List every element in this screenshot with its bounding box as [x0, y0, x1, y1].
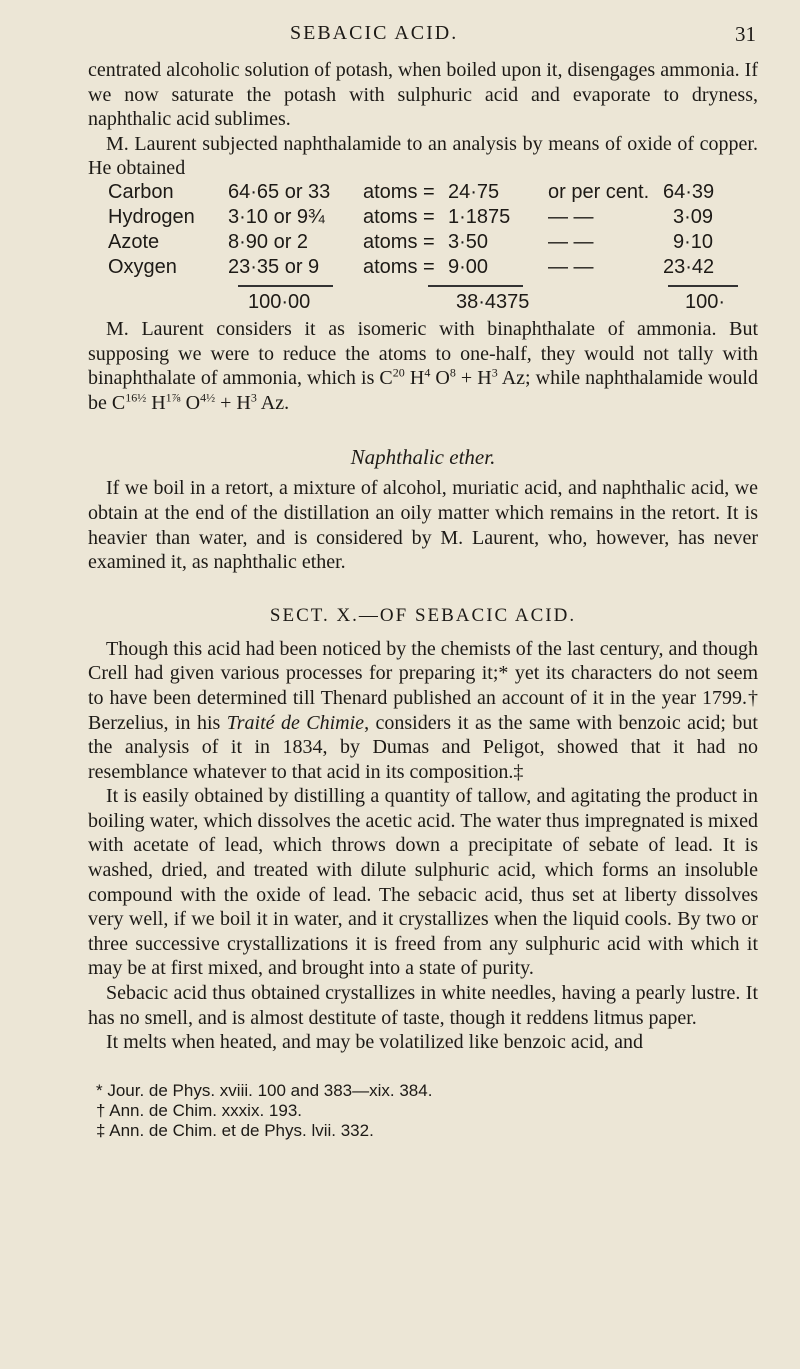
element-name: Carbon: [108, 180, 174, 203]
atoms-word: atoms =: [363, 205, 435, 228]
atoms-word: atoms =: [363, 255, 435, 278]
paragraph: It melts when heated, and may be volatilized like benzoic acid, and: [106, 1031, 644, 1054]
analysis-table: [88, 181, 758, 317]
atoms-value: 24·75: [448, 180, 500, 203]
per-cent-note: or per cent.: [548, 180, 650, 203]
page-number: 31: [735, 22, 756, 46]
total-percent: 100·: [685, 290, 726, 313]
sum-rule: [428, 285, 523, 287]
atoms-value: 1·1875: [448, 205, 511, 228]
atoms-value: 3·50: [448, 230, 489, 253]
atoms-value: 9·00: [448, 255, 489, 278]
element-name: Azote: [108, 230, 160, 253]
atoms-word: atoms =: [363, 230, 435, 253]
total-value: 100·00: [248, 290, 311, 313]
paragraph: centrated alcoholic solution of potash, when boiled upon it, disengages ammonia. If we now saturate the potash with sulphuric acid and evaporate to dryness, naphthalic acid sublimes.: [88, 59, 758, 131]
sum-rule: [668, 285, 738, 287]
section-heading: SECT. X.—OF SEBACIC ACID.: [269, 604, 577, 626]
analysis-row: [88, 231, 758, 256]
percent-value: 3·09: [673, 205, 714, 228]
element-value: 23·35 or 9: [228, 255, 320, 278]
paragraph: If we boil in a retort, a mixture of alcohol, muriatic acid, and naphthalic acid, we obtain at the end of the distillation an oily matter which remains in the retort. It is heavier than water, and is considered by M. Laurent, who, however, has never examined it, as naphthalic ether.: [88, 477, 758, 574]
percent-value: 9·10: [673, 230, 714, 253]
analysis-row: [88, 181, 758, 206]
total-atoms: 38·4375: [456, 290, 530, 313]
sum-rule: [238, 285, 333, 287]
percent-value: 23·42: [663, 255, 715, 278]
paragraph: M. Laurent considers it as isomeric with binaphthalate of ammonia. But supposing we were to reduce the atoms to one-half, they would not tally with binaphthalate of ammonia, which is $C^{20}$ $H^4$ $O^8 + H^3$ Az; while naphthalamide would be $C^{16\frac{1}{2}}$ $H^{1\frac{7}{8}}$ $O^{4\frac{1}{2}} + H^3$ Az.: [88, 317, 758, 414]
atoms-word: atoms =: [363, 180, 435, 203]
element-value: 64·65 or 33: [228, 180, 331, 203]
body-text: [88, 58, 758, 1141]
footnote: † Ann. de Chim. xxxix. 193.: [96, 1100, 302, 1120]
per-cent-note: — —: [548, 230, 594, 253]
element-value: 3·10 or 9¾: [228, 205, 325, 228]
analysis-row: [88, 256, 758, 281]
per-cent-note: — —: [548, 205, 594, 228]
footnote: * Jour. de Phys. xviii. 100 and 383—xix. 384.: [96, 1080, 433, 1100]
sum-rules: [88, 281, 758, 291]
analysis-row: [88, 206, 758, 231]
footnotes: [88, 1081, 758, 1141]
analysis-totals: [88, 291, 758, 317]
subheading: Naphthalic ether.: [350, 445, 496, 470]
element-name: Hydrogen: [108, 205, 195, 228]
per-cent-note: — —: [548, 255, 594, 278]
paragraph: Sebacic acid thus obtained crystallizes in white needles, having a pearly lustre. It has no smell, and is almost destitute of taste, though it reddens litmus paper.: [88, 982, 758, 1029]
element-name: Oxygen: [108, 255, 177, 278]
paragraph: Though this acid had been noticed by the chemists of the last century, and though Crell had given various processes for preparing it;* yet its characters do not seem to have been determined till Thenard published an account of it in the year 1799.† Berzelius, in his Traité de Chimie, considers it as the same with benzoic acid; but the analysis of it in 1834, by Dumas and Peligot, showed that it had no resemblance whatever to that acid in its composition.‡: [88, 637, 758, 783]
footnote: ‡ Ann. de Chim. et de Phys. lvii. 332.: [96, 1120, 374, 1140]
percent-value: 64·39: [663, 180, 715, 203]
running-head: [0, 22, 800, 52]
element-value: 8·90 or 2: [228, 230, 309, 253]
paragraph: M. Laurent subjected naphthalamide to an analysis by means of oxide of copper. He obtained: [88, 132, 758, 180]
running-title: SEBACIC ACID.: [290, 22, 459, 44]
paragraph: It is easily obtained by distilling a quantity of tallow, and agitating the product in boiling water, which dissolves the acetic acid. The water thus impregnated is mixed with acetate of lead, which throws down a precipitate of sebate of lead. It is washed, dried, and treated with dilute sulphuric acid, which forms an insoluble compound with the oxide of lead. The sebacic acid, thus set at liberty dissolves very well, if we boil it in water, and it crystallizes when the liquid cools. By two or three successive crystallizations it is freed from any sulphuric acid with which it may be at first mixed, and brought into a state of purity.: [88, 785, 758, 980]
